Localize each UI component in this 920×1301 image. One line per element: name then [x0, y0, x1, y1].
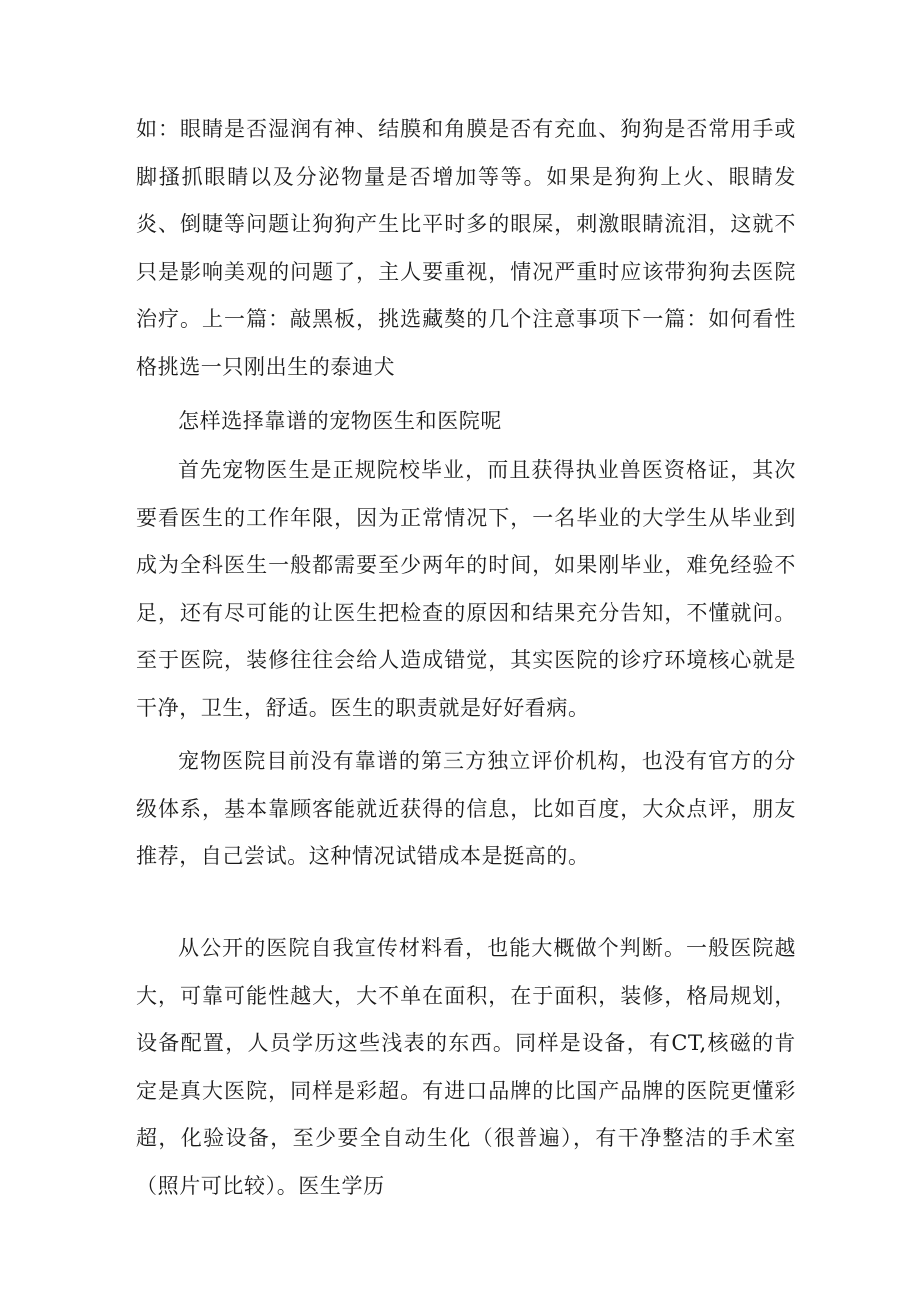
section-heading: 怎样选择靠谱的宠物医生和医院呢	[178, 409, 502, 433]
paragraph-vet-qualification: 首先宠物医生是正规院校毕业，而且获得执业兽医资格证，其次要看医生的工作年限，因为正常情况下，一名毕业的大学生从毕业到成为全科医生一般都需要至少两年的时间，如果刚毕业，难免经验不足，还有尽可能的让医生把检查的原因和结果充分告知，不懂就问。至于医院，装修往往会给人造成错觉，其实医院的诊疗环境核心就是干净，卫生，舒适。医生的职责就是好好看病。	[136, 458, 796, 720]
paragraph-hospital-judgement: 从公开的医院自我宣传材料看，也能大概做个判断。一般医院越大，可靠可能性越大，大不单在面积，在于面积，装修，格局规划，设备配置，人员学历这些浅表的东西。同样是设备，有CT,核磁的肯定是真大医院，同样是彩超。有进口品牌的比国产品牌的医院更懂彩超，化验设备，至少要全自动生化（很普遍），有干净整洁的手术室（照片可比较）。医生学历	[136, 936, 796, 1198]
paragraph-eye-care: 如：眼睛是否湿润有神、结膜和角膜是否有充血、狗狗是否常用手或脚搔抓眼睛以及分泌物量是否增加等等。如果是狗狗上火、眼睛发炎、倒睫等问题让狗狗产生比平时多的眼屎，刺激眼睛流泪，这就不只是影响美观的问题了，主人要重视，情况严重时应该带狗狗去医院治疗。上一篇：敲黑板，挑选藏獒的几个注意事项下一篇：如何看性格挑选一只刚出生的泰迪犬	[136, 117, 796, 379]
paragraph-hospital-evaluation: 宠物医院目前没有靠谱的第三方独立评价机构，也没有官方的分级体系，基本靠顾客能就近获得的信息，比如百度，大众点评，朋友推荐，自己尝试。这种情况试错成本是挺高的。	[136, 749, 796, 868]
